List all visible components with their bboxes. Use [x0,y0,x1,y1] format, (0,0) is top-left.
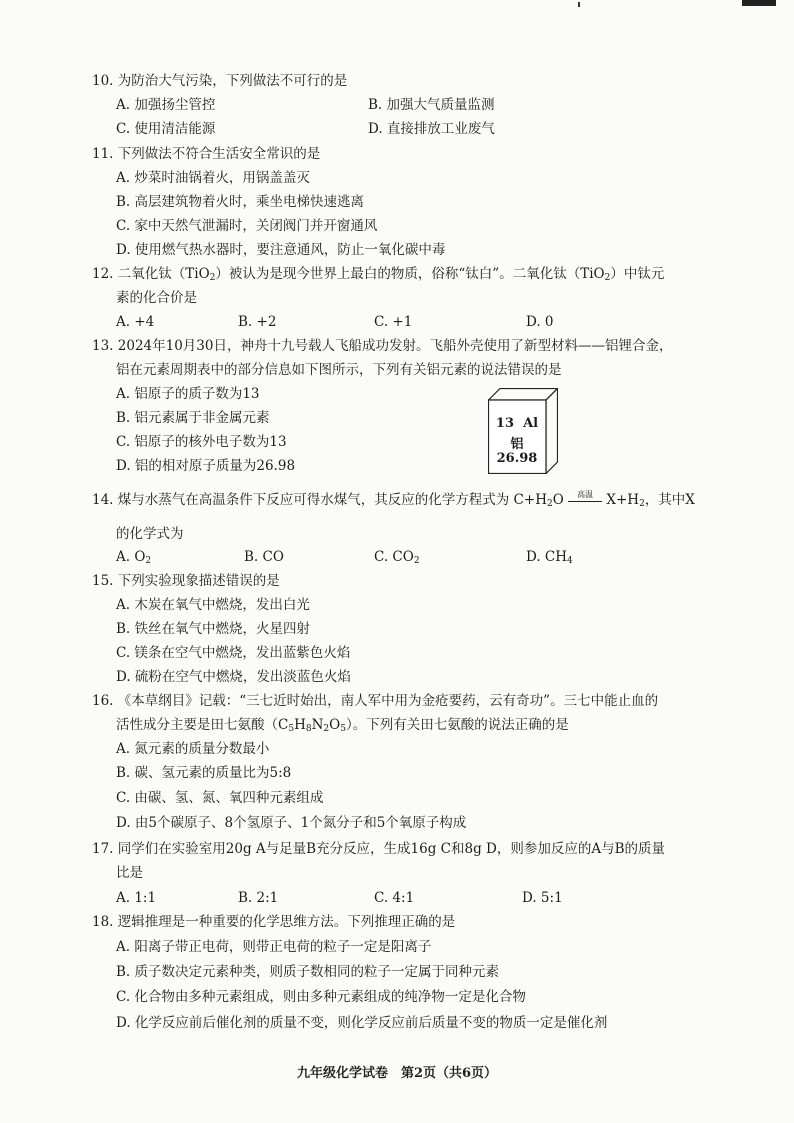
q16-option-a: A. 氮元素的质量分数最小 [116,741,270,757]
question-16-stem: 16. 《本草纲目》记载：“三七近时始出，南人军中用为金疮要药，云有奇功”。三七中能止血的 [92,693,659,709]
scan-dot-mark [578,2,580,7]
q11-option-b: B. 高层建筑物着火时，乘坐电梯快速逃离 [116,194,365,210]
q12-option-a: A. +4 [116,314,155,330]
scan-edge-mark [742,0,776,6]
element-atomic-mass: 26.98 [496,451,538,466]
q14-option-a: A. $O_2$ [116,549,152,566]
question-14-stem-continued: 的化学式为 [116,526,184,542]
q12-option-b: B. +2 [238,314,277,330]
q10-option-a: A. 加强扬尘管控 [116,97,216,113]
question-18-stem: 18. 逻辑推理是一种重要的化学思维方法。下列推理正确的是 [92,914,456,930]
q14-option-b: B. CO [244,549,284,565]
q13-option-d: D. 铝的相对原子质量为26.98 [116,458,296,474]
q15-option-b: B. 铁丝在氧气中燃烧，火星四射 [116,621,311,637]
q15-option-d: D. 硫粉在空气中燃烧，发出淡蓝色火焰 [116,669,351,685]
q12-option-c: C. +1 [374,314,413,330]
q11-option-d: D. 使用燃气热水器时，要注意通风，防止一氧化碳中毒 [116,242,446,258]
q16-option-d: D. 由5个碳原子、8个氢原子、1个氮分子和5个氧原子构成 [116,815,467,831]
element-name: 铝 [510,437,524,452]
question-12-stem-continued: 素的化合价是 [116,290,197,306]
q18-option-d: D. 化学反应前后催化剂的质量不变，则化学反应前后质量不变的物质一定是催化剂 [116,1015,608,1031]
q15-option-a: A. 木炭在氧气中燃烧，发出白光 [116,597,310,613]
q14-option-c: C. $CO_2$ [374,549,420,566]
question-16-stem-continued: 活性成分主要是田七氨酸$(C_5H_8N_2O_5)$。下列有关田七氨酸的说法正确的是 [116,717,569,734]
q14-option-d: D. $CH_4$ [526,549,573,566]
question-13-stem-continued: 铝在元素周期表中的部分信息如下图所示，下列有关铝元素的说法错误的是 [116,362,562,378]
element-number-symbol [488,416,546,431]
q10-option-b: B. 加强大气质量监测 [368,97,495,113]
question-10-stem: 10. 为防治大气污染，下列做法不可行的是 [92,73,348,89]
q16-option-b: B. 碳、氢元素的质量比为5:8 [116,765,292,781]
q17-option-a: A. 1:1 [116,890,157,906]
q17-option-c: C. 4:1 [374,890,415,906]
q17-option-d: D. 5:1 [522,890,563,906]
q15-option-c: C. 镁条在空气中燃烧，发出蓝紫色火焰 [116,645,351,661]
q11-option-a: A. 炒菜时油锅着火，用锅盖盖灭 [116,170,310,186]
question-12-stem: 12. 二氧化钛（TiO$_2$）被认为是现今世界上最白的物质，俗称“钛白”。二氧化钛（TiO$_2$）中钛元 [92,266,665,283]
q12-option-d: D. 0 [526,314,554,330]
q11-option-c: C. 家中天然气泄漏时，关闭阀门并开窗通风 [116,218,378,234]
aluminum-periodic-table-cell [488,388,558,474]
reaction-condition: 高温 [577,489,594,499]
question-11-stem: 11. 下列做法不符合生活安全常识的是 [92,146,321,162]
q10-option-d: D. 直接排放工业废气 [368,121,495,137]
q18-option-a: A. 阳离子带正电荷，则带正电荷的粒子一定是阳离子 [116,939,432,955]
question-14-stem: 14. 煤与水蒸气在高温条件下反应可得水煤气，其反应的化学方程式为 $C+H_2O$ 高温 $X+H_2$，其中X [92,491,695,513]
q13-option-a: A. 铝原子的质子数为13 [116,386,260,402]
question-15-stem: 15. 下列实验现象描述错误的是 [92,573,280,589]
element-atomic-number: 13 [495,416,514,431]
element-symbol: Al [523,416,539,431]
reaction-condition-arrow [568,489,602,510]
q13-option-c: C. 铝原子的核外电子数为13 [116,434,287,450]
q10-option-c: C. 使用清洁能源 [116,121,216,137]
q16-option-c: C. 由碳、氢、氮、氧四种元素组成 [116,790,324,806]
page-footer: 九年级化学试卷 第2页（共6页） [296,1066,498,1081]
q18-option-b: B. 质子数决定元素种类，则质子数相同的粒子一定属于同种元素 [116,964,500,980]
q13-option-b: B. 铝元素属于非金属元素 [116,410,270,426]
q18-option-c: C. 化合物由多种元素组成，则由多种元素组成的纯净物一定是化合物 [116,989,526,1005]
question-17-stem: 17. 同学们在实验室用20g A与足量B充分反应，生成16g C和8g D，则参加反应的A与B的质量 [92,841,665,857]
question-17-stem-continued: 比是 [116,865,143,881]
question-13-stem: 13. 2024年10月30日，神舟十九号载人飞船成功发射。飞船外壳使用了新型材料——铝锂合金， [92,338,673,354]
q17-option-b: B. 2:1 [238,890,279,906]
